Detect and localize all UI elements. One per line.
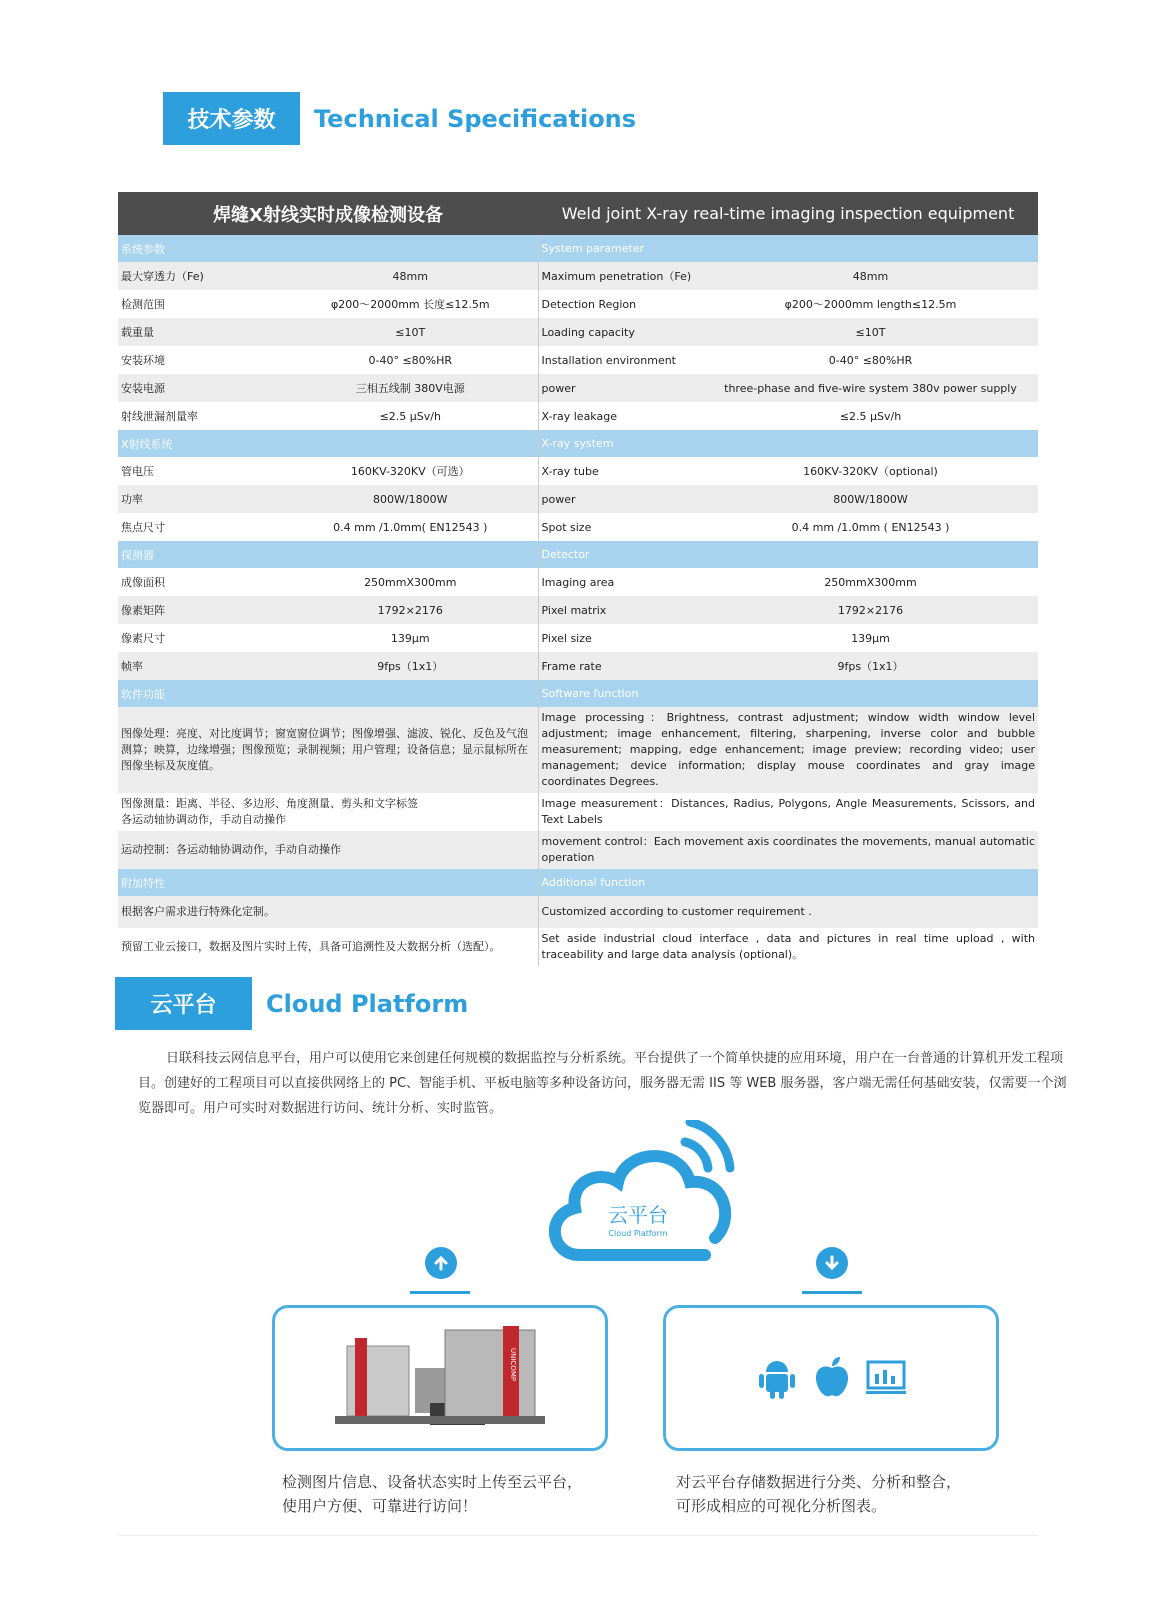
- category-row: [118, 235, 1038, 262]
- category-label-en: System parameter: [538, 235, 1038, 262]
- table-row: [118, 346, 1038, 374]
- download-arrow-underline: [802, 1291, 862, 1294]
- param-value-cn: 800W/1800W: [283, 485, 538, 513]
- feature-text-cn: 图像测量：距离、半径、多边形、角度测量、剪头和文字标签 各运动轴协调动作，手动自动操作: [118, 793, 538, 831]
- analysis-caption-line-1: 对云平台存储数据进行分类、分析和整合，: [676, 1473, 962, 1491]
- param-value-cn: 9fps（1x1）: [283, 652, 538, 680]
- param-label-cn: 功率: [118, 485, 283, 513]
- machine-brand-label: UNICOMP: [509, 1348, 517, 1382]
- param-label-cn: 像素尺寸: [118, 624, 283, 652]
- table-row: [118, 707, 1038, 793]
- param-value-cn: 0.4 mm /1.0mm( EN12543 ): [283, 513, 538, 541]
- param-value-en: 800W/1800W: [703, 485, 1038, 513]
- feature-text-cn: 预留工业云接口，数据及图片实时上传，具备可追溯性及大数据分析（选配）。: [118, 928, 538, 966]
- param-value-en: 48mm: [703, 262, 1038, 290]
- apple-icon: [814, 1356, 850, 1398]
- param-label-en: power: [538, 485, 703, 513]
- feature-text-cn: 图像处理：亮度、对比度调节；窗宽窗位调节；图像增强、滤波、锐化、反色及气泡测算；映算，边缘增强；图像预览；录制视频；用户管理；设备信息；显示鼠标所在图像坐标及灰度值。: [118, 707, 538, 793]
- param-value-en: three-phase and five-wire system 380v power supply: [703, 374, 1038, 402]
- spec-section-heading: [163, 92, 636, 145]
- cloud-section-heading: [115, 977, 468, 1030]
- table-row: [118, 318, 1038, 346]
- param-label-en: Pixel size: [538, 624, 703, 652]
- param-value-cn: 0-40° ≤80%HR: [283, 346, 538, 374]
- param-label-en: Imaging area: [538, 568, 703, 596]
- table-row: [118, 290, 1038, 318]
- download-arrow-icon: [816, 1247, 848, 1279]
- cloud-title-en: Cloud Platform: [266, 989, 469, 1018]
- feature-text-cn: 运动控制：各运动轴协调动作，手动自动操作: [118, 831, 538, 869]
- param-value-en: ≤10T: [703, 318, 1038, 346]
- table-row: [118, 374, 1038, 402]
- table-title-en: Weld joint X-ray real-time imaging inspection equipment: [538, 192, 1038, 235]
- table-row: [118, 831, 1038, 869]
- upload-caption-line-2: 使用户方便、可靠进行访问！: [282, 1497, 478, 1515]
- table-row: [118, 652, 1038, 680]
- param-label-cn: 帧率: [118, 652, 283, 680]
- upload-arrow-icon: [425, 1247, 457, 1279]
- table-row: [118, 896, 1038, 928]
- table-row: [118, 262, 1038, 290]
- feature-text-cn: 根据客户需求进行特殊化定制。: [118, 896, 538, 928]
- param-value-cn: 139μm: [283, 624, 538, 652]
- category-label-cn: 附加特性: [118, 869, 538, 896]
- table-row: [118, 513, 1038, 541]
- param-value-cn: φ200～2000mm 长度≤12.5m: [283, 290, 538, 318]
- param-value-cn: 250mmX300mm: [283, 568, 538, 596]
- android-icon: [758, 1358, 796, 1400]
- param-value-cn: ≤10T: [283, 318, 538, 346]
- table-row: [118, 485, 1038, 513]
- table-title-row: [118, 192, 1038, 235]
- param-label-cn: 检测范围: [118, 290, 283, 318]
- table-row: [118, 928, 1038, 966]
- param-value-cn: 1792×2176: [283, 596, 538, 624]
- param-label-en: Pixel matrix: [538, 596, 703, 624]
- table-row: [118, 624, 1038, 652]
- param-value-en: 250mmX300mm: [703, 568, 1038, 596]
- cloud-label-cn: 云平台: [608, 1203, 668, 1227]
- category-label-cn: 软件功能: [118, 680, 538, 707]
- signal-waves-icon: [685, 1142, 708, 1168]
- category-label-cn: 探测器: [118, 541, 538, 568]
- param-label-en: Maximum penetration（Fe): [538, 262, 703, 290]
- table-row: [118, 596, 1038, 624]
- param-label-en: Detection Region: [538, 290, 703, 318]
- category-label-cn: 系统参数: [118, 235, 538, 262]
- bottom-divider: [118, 1535, 1038, 1536]
- category-label-en: Additional function: [538, 869, 1038, 896]
- feature-text-en: movement control：Each movement axis coordinates the movements, manual automatic operation: [538, 831, 1038, 869]
- param-label-cn: 最大穿透力（Fe): [118, 262, 283, 290]
- param-value-cn: 三相五线制 380V电源: [283, 374, 538, 402]
- param-value-en: 1792×2176: [703, 596, 1038, 624]
- analysis-caption-line-2: 可形成相应的可视化分析图表。: [676, 1497, 887, 1515]
- upload-caption: [282, 1470, 582, 1518]
- equipment-panel: [272, 1305, 608, 1451]
- param-value-en: φ200～2000mm length≤12.5m: [703, 290, 1038, 318]
- param-label-cn: 像素矩阵: [118, 596, 283, 624]
- param-label-en: power: [538, 374, 703, 402]
- category-row: [118, 541, 1038, 568]
- param-label-cn: 焦点尺寸: [118, 513, 283, 541]
- cloud-title-cn: 云平台: [115, 977, 252, 1030]
- param-value-en: 0-40° ≤80%HR: [703, 346, 1038, 374]
- table-row: [118, 457, 1038, 485]
- param-label-en: Spot size: [538, 513, 703, 541]
- inspection-machine-image: [275, 1308, 605, 1448]
- param-value-en: 0.4 mm /1.0mm ( EN12543 ): [703, 513, 1038, 541]
- table-row: [118, 793, 1038, 831]
- feature-text-en: Set aside industrial cloud interface , data and pictures in real time upload , with traceability and large data analysis (optional)。: [538, 928, 1038, 966]
- spec-title-cn: 技术参数: [163, 92, 300, 145]
- category-row: [118, 430, 1038, 457]
- param-value-en: ≤2.5 μSv/h: [703, 402, 1038, 430]
- feature-text-en: Image processing：Brightness, contrast adjustment; window width window level adjustment; image enhancement, filtering, sharpening, inverse color and bubble measurement; mapping, edge enhancement; image preview; recording video; user management; device information; display mouse coordinates and gray image coordinates Degrees.: [538, 707, 1038, 793]
- category-label-cn: X射线系统: [118, 430, 538, 457]
- param-label-en: X-ray tube: [538, 457, 703, 485]
- upload-arrow-underline: [410, 1291, 470, 1294]
- param-label-cn: 安装电源: [118, 374, 283, 402]
- table-title-cn: 焊缝X射线实时成像检测设备: [118, 192, 538, 235]
- category-row: [118, 680, 1038, 707]
- category-label-en: Detector: [538, 541, 1038, 568]
- chart-icon: [866, 1360, 906, 1396]
- spec-title-en: Technical Specifications: [314, 104, 637, 133]
- feature-text-en: Customized according to customer requirement .: [538, 896, 1038, 928]
- param-label-en: Installation environment: [538, 346, 703, 374]
- param-label-en: Loading capacity: [538, 318, 703, 346]
- cloud-description: 日联科技云网信息平台，用户可以使用它来创建任何规模的数据监控与分析系统。平台提供了一个简单快捷的应用环境，用户在一台普通的计算机开发工程项目。创建好的工程项目可以直接供网络上的 PC、智能手机、平板电脑等多种设备访问，服务器无需 IIS 等 WEB 服务器，客户端无需任何基础安装，仅需要一个浏览器即可。用户可实时对数据进行访问、统计分析、实时监管。: [138, 1051, 1067, 1116]
- cloud-label-en: Cloud Platform: [608, 1229, 668, 1238]
- category-label-en: Software function: [538, 680, 1038, 707]
- param-label-cn: 安装环境: [118, 346, 283, 374]
- category-label-en: X-ray system: [538, 430, 1038, 457]
- param-label-cn: 成像面积: [118, 568, 283, 596]
- param-value-en: 160KV-320KV（optional): [703, 457, 1038, 485]
- cloud-graphic: [540, 1120, 750, 1280]
- param-label-cn: 载重量: [118, 318, 283, 346]
- analysis-caption: [676, 1470, 961, 1518]
- spec-table: [118, 192, 1038, 966]
- param-value-cn: 160KV-320KV（可选）: [283, 457, 538, 485]
- table-row: [118, 568, 1038, 596]
- param-value-cn: 48mm: [283, 262, 538, 290]
- upload-caption-line-1: 检测图片信息、设备状态实时上传至云平台，: [282, 1473, 583, 1491]
- spec-table-body: [118, 192, 1038, 966]
- param-label-cn: 管电压: [118, 457, 283, 485]
- devices-panel: [663, 1305, 999, 1451]
- param-label-en: X-ray leakage: [538, 402, 703, 430]
- feature-text-en: Image measurement：Distances, Radius, Polygons, Angle Measurements, Scissors, and Text Labels: [538, 793, 1038, 831]
- param-label-cn: 射线泄漏剂量率: [118, 402, 283, 430]
- param-value-cn: ≤2.5 μSv/h: [283, 402, 538, 430]
- param-value-en: 139μm: [703, 624, 1038, 652]
- param-label-en: Frame rate: [538, 652, 703, 680]
- table-row: [118, 402, 1038, 430]
- param-value-en: 9fps（1x1）: [703, 652, 1038, 680]
- category-row: [118, 869, 1038, 896]
